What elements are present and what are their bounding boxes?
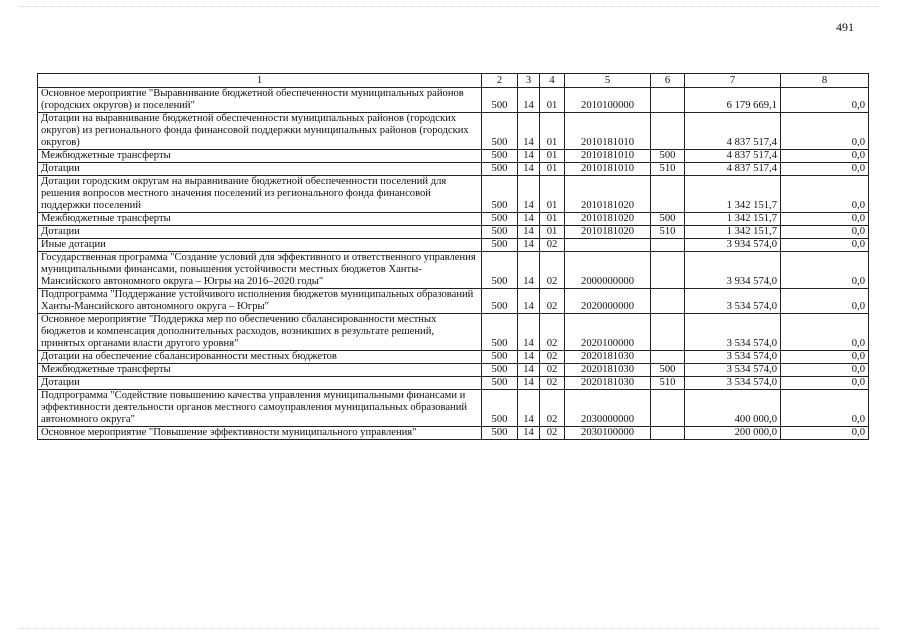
budget-table-body	[38, 88, 869, 440]
row-target-cell: 2020181030	[565, 364, 651, 377]
row-subsection-cell: 01	[540, 213, 565, 226]
row-target-cell: 2010181020	[565, 226, 651, 239]
table-row	[38, 252, 869, 289]
row-section-cell: 14	[518, 390, 540, 427]
row-change-cell: 0,0	[781, 88, 869, 113]
row-code-cell: 500	[482, 239, 518, 252]
table-row	[38, 176, 869, 213]
row-code-cell: 500	[482, 289, 518, 314]
row-type-cell	[651, 239, 685, 252]
row-section-cell: 14	[518, 252, 540, 289]
table-row	[38, 377, 869, 390]
row-name-cell: Основное мероприятие "Выравнивание бюджетной обеспеченности муниципальных районов (городских округов) и поселений"	[38, 88, 482, 113]
table-row	[38, 364, 869, 377]
row-target-cell: 2000000000	[565, 252, 651, 289]
row-code-cell: 500	[482, 364, 518, 377]
row-name-cell: Основное мероприятие "Повышение эффективности муниципального управления"	[38, 427, 482, 440]
row-subsection-cell: 01	[540, 163, 565, 176]
row-code-cell: 500	[482, 88, 518, 113]
row-name-cell: Дотации	[38, 226, 482, 239]
row-section-cell: 14	[518, 289, 540, 314]
row-target-cell: 2020000000	[565, 289, 651, 314]
row-section-cell: 14	[518, 226, 540, 239]
row-code-cell: 500	[482, 390, 518, 427]
row-target-cell: 2030100000	[565, 427, 651, 440]
column-header: 4	[540, 74, 565, 88]
row-type-cell: 500	[651, 364, 685, 377]
table-row	[38, 213, 869, 226]
row-subsection-cell: 02	[540, 427, 565, 440]
row-amount-cell: 200 000,0	[685, 427, 781, 440]
row-subsection-cell: 02	[540, 377, 565, 390]
row-amount-cell: 3 534 574,0	[685, 289, 781, 314]
row-section-cell: 14	[518, 213, 540, 226]
row-amount-cell: 3 534 574,0	[685, 377, 781, 390]
budget-table	[37, 73, 869, 440]
row-code-cell: 500	[482, 150, 518, 163]
row-section-cell: 14	[518, 176, 540, 213]
row-subsection-cell: 02	[540, 351, 565, 364]
row-amount-cell: 1 342 151,7	[685, 176, 781, 213]
row-subsection-cell: 02	[540, 314, 565, 351]
row-amount-cell: 3 534 574,0	[685, 364, 781, 377]
table-row	[38, 226, 869, 239]
scan-artifact-bottom	[20, 628, 880, 630]
row-name-cell: Дотации на выравнивание бюджетной обеспеченности муниципальных районов (городских округов) из регионального фонда финансовой поддержки муниципальных районов (городских округов)	[38, 113, 482, 150]
row-subsection-cell: 02	[540, 289, 565, 314]
row-type-cell	[651, 351, 685, 364]
column-header: 3	[518, 74, 540, 88]
row-code-cell: 500	[482, 314, 518, 351]
row-target-cell: 2010181010	[565, 113, 651, 150]
row-subsection-cell: 02	[540, 390, 565, 427]
row-type-cell	[651, 390, 685, 427]
row-type-cell	[651, 427, 685, 440]
table-row	[38, 113, 869, 150]
row-amount-cell: 1 342 151,7	[685, 213, 781, 226]
row-type-cell	[651, 176, 685, 213]
table-row	[38, 88, 869, 113]
row-type-cell	[651, 314, 685, 351]
row-type-cell	[651, 88, 685, 113]
row-target-cell: 2010181010	[565, 163, 651, 176]
row-amount-cell: 3 934 574,0	[685, 239, 781, 252]
column-header: 6	[651, 74, 685, 88]
table-row	[38, 390, 869, 427]
row-change-cell: 0,0	[781, 239, 869, 252]
row-section-cell: 14	[518, 364, 540, 377]
row-section-cell: 14	[518, 88, 540, 113]
row-name-cell: Дотации	[38, 163, 482, 176]
row-change-cell: 0,0	[781, 213, 869, 226]
row-amount-cell: 6 179 669,1	[685, 88, 781, 113]
row-amount-cell: 3 934 574,0	[685, 252, 781, 289]
row-name-cell: Дотации городским округам на выравнивание бюджетной обеспеченности поселений для решения вопросов местного значения поселений из регионального фонда финансовой поддержки поселений	[38, 176, 482, 213]
row-type-cell: 510	[651, 377, 685, 390]
row-section-cell: 14	[518, 150, 540, 163]
row-code-cell: 500	[482, 351, 518, 364]
row-subsection-cell: 01	[540, 226, 565, 239]
row-change-cell: 0,0	[781, 226, 869, 239]
row-section-cell: 14	[518, 163, 540, 176]
row-name-cell: Дотации	[38, 377, 482, 390]
page-number: 491	[836, 20, 854, 34]
row-change-cell: 0,0	[781, 364, 869, 377]
column-header: 8	[781, 74, 869, 88]
row-change-cell: 0,0	[781, 150, 869, 163]
row-amount-cell: 1 342 151,7	[685, 226, 781, 239]
row-amount-cell: 4 837 517,4	[685, 150, 781, 163]
row-code-cell: 500	[482, 176, 518, 213]
row-section-cell: 14	[518, 239, 540, 252]
header-row	[38, 74, 869, 88]
row-target-cell: 2010181020	[565, 213, 651, 226]
row-type-cell: 500	[651, 150, 685, 163]
row-change-cell: 0,0	[781, 252, 869, 289]
table-row	[38, 314, 869, 351]
row-type-cell: 500	[651, 213, 685, 226]
row-type-cell: 510	[651, 163, 685, 176]
row-type-cell: 510	[651, 226, 685, 239]
row-code-cell: 500	[482, 213, 518, 226]
row-code-cell: 500	[482, 427, 518, 440]
row-amount-cell: 4 837 517,4	[685, 113, 781, 150]
row-section-cell: 14	[518, 351, 540, 364]
row-code-cell: 500	[482, 252, 518, 289]
scan-artifact-top	[20, 6, 880, 8]
row-change-cell: 0,0	[781, 351, 869, 364]
row-change-cell: 0,0	[781, 176, 869, 213]
row-change-cell: 0,0	[781, 113, 869, 150]
row-type-cell	[651, 113, 685, 150]
row-amount-cell: 400 000,0	[685, 390, 781, 427]
table-row	[38, 163, 869, 176]
row-subsection-cell: 01	[540, 113, 565, 150]
row-subsection-cell: 01	[540, 150, 565, 163]
row-amount-cell: 4 837 517,4	[685, 163, 781, 176]
table-row	[38, 289, 869, 314]
row-target-cell: 2020181030	[565, 351, 651, 364]
table-row	[38, 239, 869, 252]
row-code-cell: 500	[482, 226, 518, 239]
row-type-cell	[651, 289, 685, 314]
row-name-cell: Подпрограмма "Содействие повышению качества управления муниципальными финансами и эффективности деятельности органов местного самоуправления муниципальных образований автономного округа"	[38, 390, 482, 427]
column-header: 7	[685, 74, 781, 88]
table-row	[38, 427, 869, 440]
row-name-cell: Иные дотации	[38, 239, 482, 252]
row-section-cell: 14	[518, 113, 540, 150]
row-code-cell: 500	[482, 113, 518, 150]
column-header: 5	[565, 74, 651, 88]
row-name-cell: Подпрограмма "Поддержание устойчивого исполнения бюджетов муниципальных образований Ханты-Мансийского автономного округа – Югры"	[38, 289, 482, 314]
row-subsection-cell: 02	[540, 239, 565, 252]
row-target-cell: 2020181030	[565, 377, 651, 390]
row-section-cell: 14	[518, 427, 540, 440]
row-section-cell: 14	[518, 377, 540, 390]
table-row	[38, 351, 869, 364]
row-code-cell: 500	[482, 163, 518, 176]
column-header: 2	[482, 74, 518, 88]
row-amount-cell: 3 534 574,0	[685, 314, 781, 351]
row-target-cell: 2020100000	[565, 314, 651, 351]
row-change-cell: 0,0	[781, 163, 869, 176]
row-target-cell: 2010100000	[565, 88, 651, 113]
column-header: 1	[38, 74, 482, 88]
row-subsection-cell: 02	[540, 252, 565, 289]
row-name-cell: Межбюджетные трансферты	[38, 150, 482, 163]
row-section-cell: 14	[518, 314, 540, 351]
row-change-cell: 0,0	[781, 390, 869, 427]
row-target-cell: 2010181010	[565, 150, 651, 163]
row-change-cell: 0,0	[781, 314, 869, 351]
row-name-cell: Межбюджетные трансферты	[38, 364, 482, 377]
row-name-cell: Дотации на обеспечение сбалансированности местных бюджетов	[38, 351, 482, 364]
row-subsection-cell: 02	[540, 364, 565, 377]
row-target-cell: 2010181020	[565, 176, 651, 213]
row-change-cell: 0,0	[781, 289, 869, 314]
row-change-cell: 0,0	[781, 427, 869, 440]
row-subsection-cell: 01	[540, 88, 565, 113]
row-type-cell	[651, 252, 685, 289]
row-name-cell: Основное мероприятие "Поддержка мер по обеспечению сбалансированности местных бюджетов и компенсация дополнительных расходов, возникших в результате решений, принятых органами власти другого уровня"	[38, 314, 482, 351]
row-amount-cell: 3 534 574,0	[685, 351, 781, 364]
row-name-cell: Государственная программа "Создание условий для эффективного и ответственного управления муниципальными финансами, повышения устойчивости местных бюджетов Ханты-Мансийского автономного округа – Югры на 2016–2020 годы"	[38, 252, 482, 289]
row-subsection-cell: 01	[540, 176, 565, 213]
row-target-cell	[565, 239, 651, 252]
row-code-cell: 500	[482, 377, 518, 390]
row-target-cell: 2030000000	[565, 390, 651, 427]
row-change-cell: 0,0	[781, 377, 869, 390]
table-row	[38, 150, 869, 163]
row-name-cell: Межбюджетные трансферты	[38, 213, 482, 226]
